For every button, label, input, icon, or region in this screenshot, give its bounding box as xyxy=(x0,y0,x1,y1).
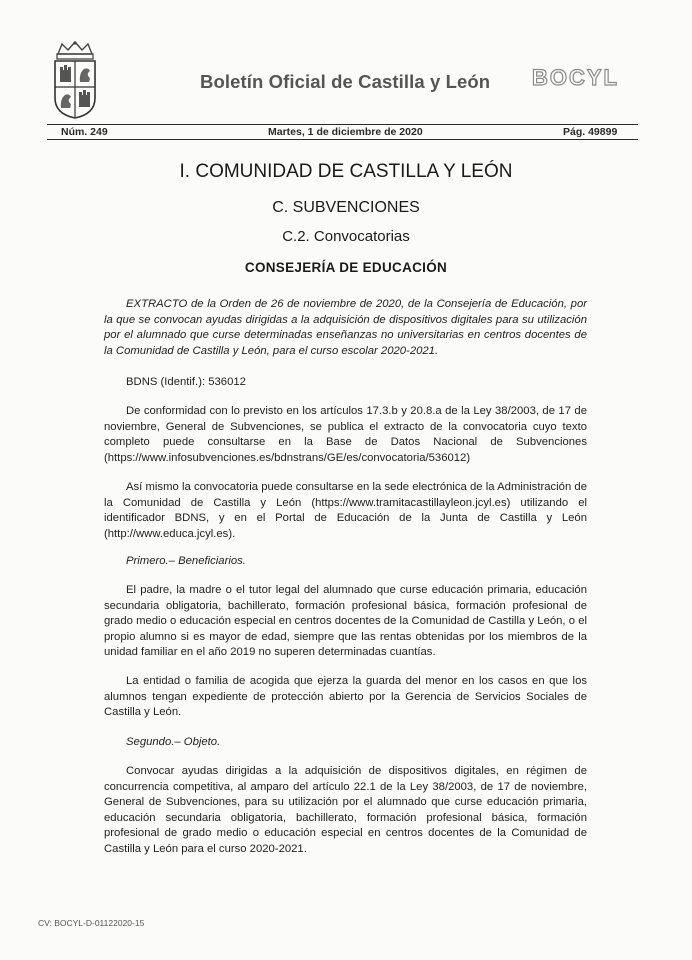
paragraph-legal-basis: De conformidad con lo previsto en los artículos 17.3.b y 20.8.a de la Ley 38/2003, de 17 de noviembre, General de Subvenciones, se publica el extracto de la convocatoria cuyo texto completo puede consultarse en la Base de Datos Nacional de Subvenciones (https://www.infosubvenciones.es/bdnstrans/GE/es/convocatoria/536012) xyxy=(104,405,587,464)
issue-info-bar xyxy=(47,124,638,140)
subsection-heading: C. SUBVENCIONES xyxy=(272,199,420,216)
primero-heading: Primero.– Beneficiarios. xyxy=(126,555,246,567)
department-heading: CONSEJERÍA DE EDUCACIÓN xyxy=(244,260,448,275)
verification-code: CV: BOCYL-D-01122020-15 xyxy=(38,918,145,928)
issue-number: Núm. 249 xyxy=(61,126,108,138)
section-heading: I. COMUNIDAD DE CASTILLA Y LEÓN xyxy=(179,161,513,182)
paragraph-object: Convocar ayudas dirigidas a la adquisición de dispositivos digitales, en régimen de concurrencia competitiva, al amparo del artículo 22.1 de la Ley 38/2003, de 17 de noviembre, General de Subvenciones, para su utilización por el alumnado que curse educación primaria, educación secundaria obligatoria, bachillerato, formación profesional básica, formación profesional de grado medio o educación especial en centros docentes de la Comunidad de Castilla y León para el curso 2020-2021. xyxy=(104,765,587,855)
issue-date: Martes, 1 de diciembre de 2020 xyxy=(268,126,423,138)
bdns-identifier: BDNS (Identif.): 536012 xyxy=(126,376,246,388)
coat-of-arms-logo xyxy=(50,40,100,120)
segundo-heading: Segundo.– Objeto. xyxy=(126,736,221,748)
extract-paragraph: EXTRACTO de la Orden de 26 de noviembre de 2020, de la Consejería de Educación, por la que se convocan ayudas dirigidas a la adquisición de dispositivos digitales para su utilización por el alumnado que curse determinadas enseñanzas no universitarias en centros docentes de la Comunidad de Castilla y León, para el curso escolar 2020-2021. xyxy=(104,298,587,357)
paragraph-consultation: Así mismo la convocatoria puede consultarse en la sede electrónica de la Administración de la Comunidad de Castilla y León (https://www.tramitacastillayleon.jcyl.es) utilizando el identificador BDNS, y en el Portal de Educación de la Junta de Castilla y León (http://www.educa.jcyl.es). xyxy=(104,481,587,540)
page-number: Pág. 49899 xyxy=(563,126,618,138)
paragraph-beneficiaries: El padre, la madre o el tutor legal del alumnado que curse educación primaria, educación secundaria obligatoria, bachillerato, formación profesional básica, formación profesional de grado medio o educación especial en centros docentes de la Comunidad de Castilla y León, o el propio alumno si es mayor de edad, siempre que las rentas obtenidas por los miembros de la unidad familiar en el año 2019 no superen determinadas cuantías. xyxy=(104,584,587,659)
subsubsection-heading: C.2. Convocatorias xyxy=(282,228,410,245)
paragraph-foster-entities: La entidad o familia de acogida que ejerza la guarda del menor en los casos en que los alumnos tengan expediente de protección abierto por la Gerencia de Servicios Sociales de Castilla y León. xyxy=(104,675,587,719)
bocyl-wordmark: BOCYL xyxy=(532,65,619,90)
bulletin-title: Boletín Oficial de Castilla y León xyxy=(200,71,491,92)
